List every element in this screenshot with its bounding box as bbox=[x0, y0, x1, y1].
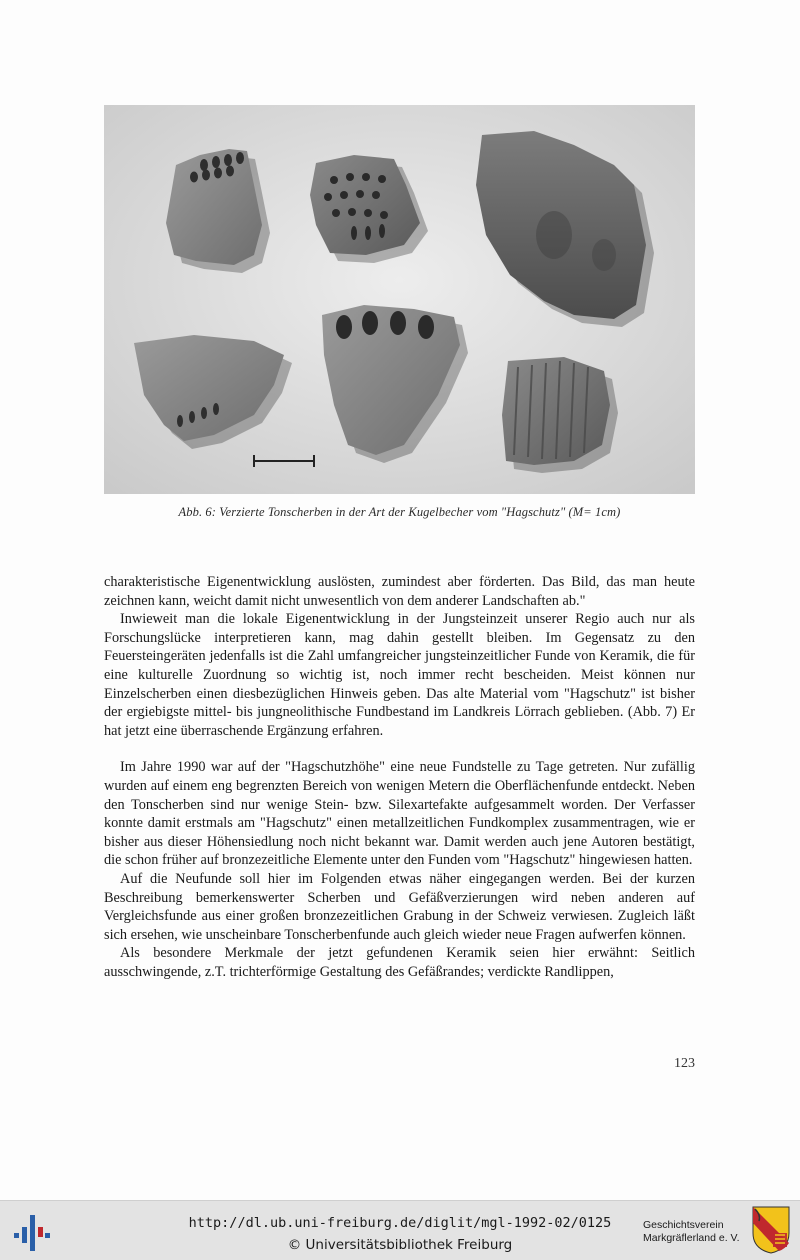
paragraph: Auf die Neufunde soll hier im Folgenden etwas näher eingegangen werden. Bei der kurzen Beschreibung bemerkenswerter Scherben und Gefäßverzierungen wird neben anderen auf Vergleichsfunde aus einer großen bronzezeitlichen Grabung in der Schweiz verwiesen. Zugleich läßt sich ersehen, wie unscheinbare Tonscherbenfunde auch gleich wieder neue Fragen aufwerfen können. bbox=[104, 870, 695, 943]
paragraph: Im Jahre 1990 war auf der "Hagschutzhöhe" eine neue Fundstelle zu Tage getreten. Nur zufällig wurden auf einem eng begrenzten Bereich von wenigen Metern die Oberflächenfunde entdeckt. Neben den Tonscherben sind nur wenige Stein- bzw. Silexartefakte aufgesammelt worden. Der Verfasser konnte damit erstmals am "Hagschutz" einen metallzeitlichen Fundkomplex zusammentragen, wie er bisher aus dieser Höhensiedlung noch nicht bekannt war. Damit werden auch jene Autoren bestätigt, die schon früher auf bronzezeitliche Elemente unter den Funden vom "Hagschutz" hingewiesen hatten. bbox=[104, 759, 695, 869]
body-text bbox=[104, 573, 695, 981]
paragraph: Inwieweit man die lokale Eigenentwicklung in der Jungsteinzeit unserer Regio auch nur als Forschungslücke interpretieren kann, mag dahin gestellt bleiben. Im Gegensatz zu den Feuersteingeräten jedenfalls ist die Zahl umfangreicher jungsteinzeitlicher Funde von Keramik, die für eine kulturelle Zuordnung so wichtig ist, noch immer recht bescheiden. Meist können nur Einzelscherben einen diesbezüglichen Hinweis geben. Das alte Material vom "Hagschutz" ist bisher der ergiebigste mittel- bis jungneolithische Fundbestand im Landkreis Lörrach geblieben. (Abb. 7) Er hat jetzt eine überraschende Ergänzung erfahren. bbox=[104, 611, 695, 739]
society-name bbox=[643, 1219, 747, 1245]
paragraph: charakteristische Eigenentwicklung auslösten, zumindest aber förderten. Das Bild, das man heute zeichnen kann, weicht damit nicht unwesentlich von dem anderer Landschaften ab." bbox=[104, 574, 695, 609]
coat-of-arms-icon bbox=[751, 1205, 791, 1255]
society-line-2: Markgräflerland e. V. bbox=[643, 1232, 740, 1244]
paragraph: Als besondere Merkmale der jetzt gefundenen Keramik seien hier erwähnt: Seitlich ausschwingende, z.T. trichterförmige Gestaltung des Gefäßrandes; verdickte Randlippen, bbox=[104, 945, 695, 980]
page-number: 123 bbox=[674, 1056, 695, 1071]
document-url-link[interactable]: http://dl.ub.uni-freiburg.de/diglit/mgl-1992-02/0125 bbox=[188, 1215, 612, 1231]
copyright-text: © Universitätsbibliothek Freiburg bbox=[287, 1237, 513, 1253]
library-logo-icon bbox=[12, 1213, 52, 1253]
society-line-1: Geschichtsverein bbox=[643, 1219, 724, 1231]
pottery-shards-photo bbox=[104, 105, 695, 494]
figure-caption: Abb. 6: Verzierte Tonscherben in der Art der Kugelbecher vom "Hagschutz" (M= 1cm) bbox=[178, 505, 621, 519]
viewer-footer bbox=[0, 1200, 800, 1260]
